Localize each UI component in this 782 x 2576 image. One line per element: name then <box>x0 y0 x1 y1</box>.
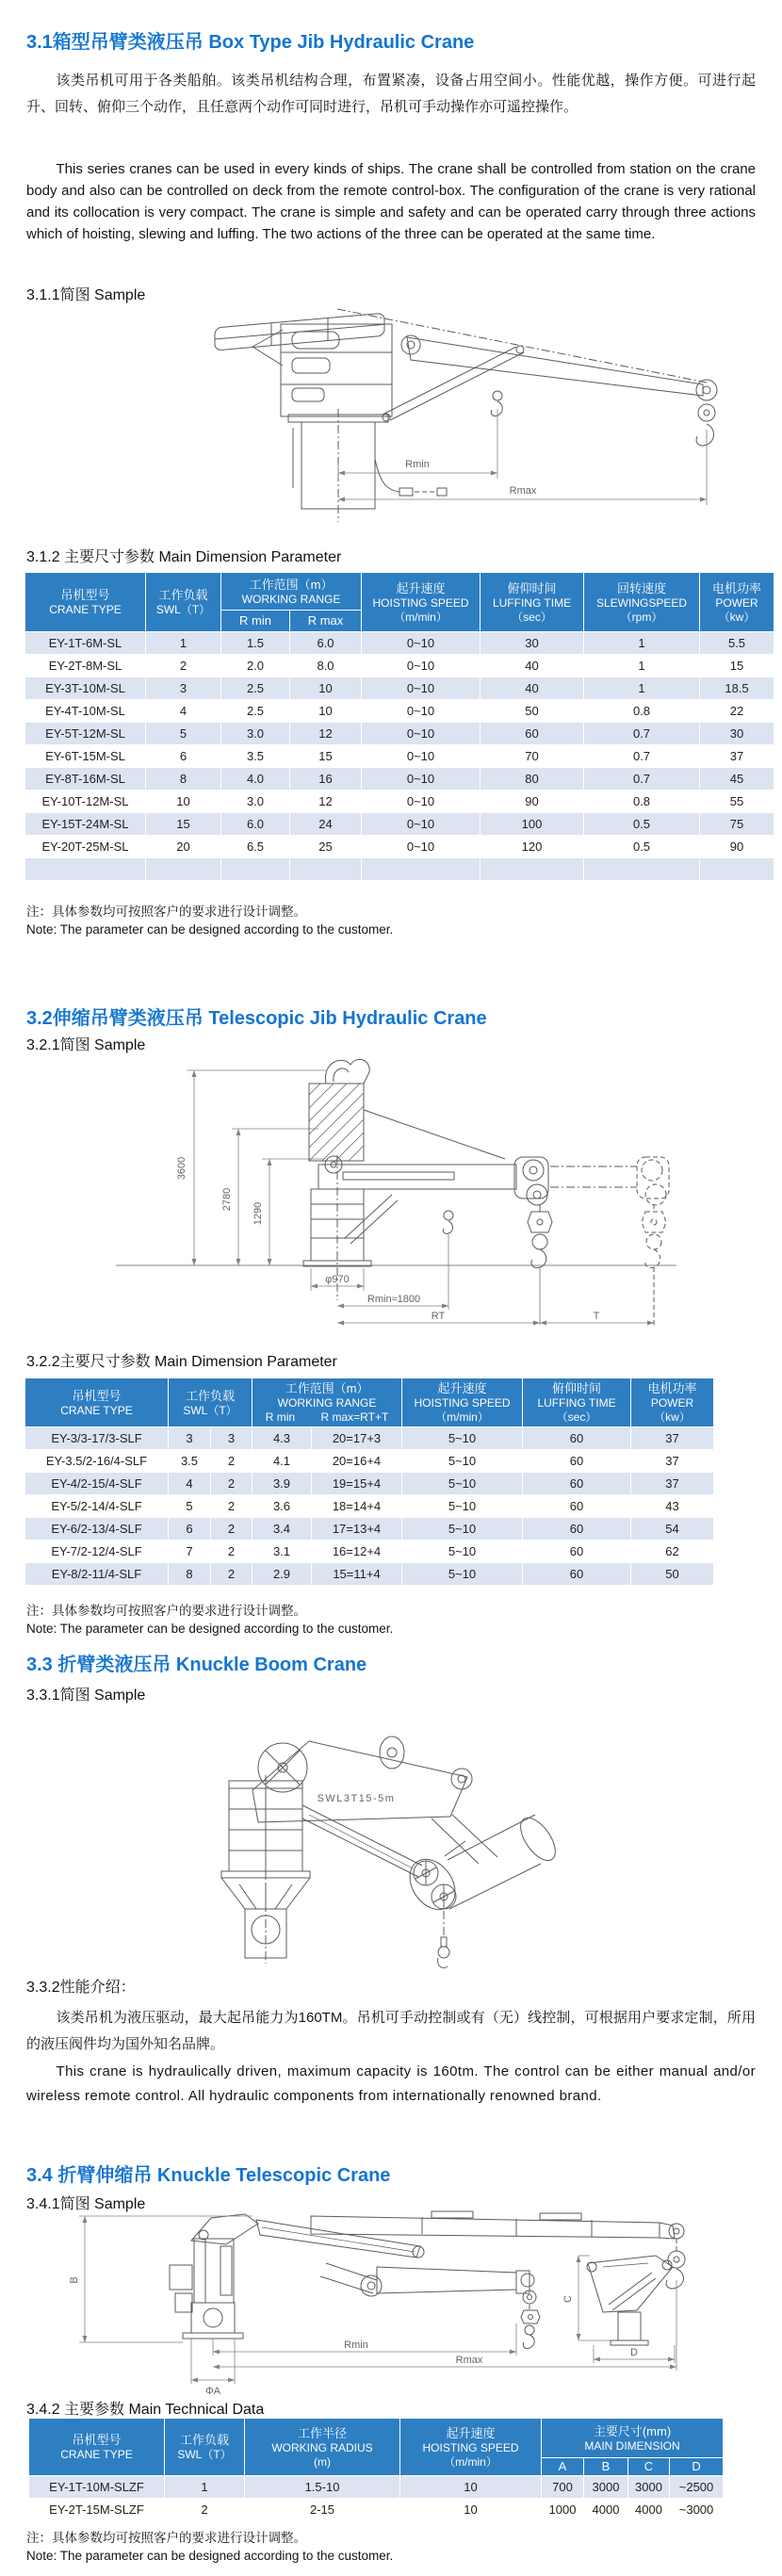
col-swl: 工作负载 SWL（T） <box>165 2419 245 2476</box>
table-cell: 5 <box>169 1495 211 1518</box>
section-3-1-2-title: 3.1.2 主要尺寸参数 Main Dimension Parameter <box>26 549 342 565</box>
table-row <box>25 1563 714 1586</box>
table-row <box>25 1473 714 1495</box>
table-cell: 37 <box>631 1427 714 1450</box>
table-row <box>25 1495 714 1518</box>
table-cell: 3000 <box>584 2476 628 2499</box>
table-cell: 1 <box>165 2476 245 2499</box>
table-cell: 37 <box>700 745 774 768</box>
table-cell <box>362 858 481 881</box>
table-row <box>25 858 774 881</box>
table-cell: 8.0 <box>290 655 362 677</box>
table-cell: 10 <box>146 791 221 813</box>
table-cell: 5 <box>146 723 221 745</box>
table-cell: 3.1 <box>253 1541 312 1563</box>
dim-t-label: T <box>593 1311 600 1322</box>
dim-phi970-label: φ970 <box>325 1274 350 1285</box>
table-row <box>25 632 774 655</box>
table-cell: ~3000 <box>670 2499 724 2521</box>
dim-rmin-label: Rmin≈1800 <box>367 1294 421 1305</box>
table-row <box>25 1541 714 1563</box>
table-cell: 18=14+4 <box>312 1495 402 1518</box>
table-row <box>25 700 774 723</box>
table-cell: EY-2T-15M-SLZF <box>29 2499 165 2521</box>
table-cell: 3 <box>211 1427 253 1450</box>
table-cell: 43 <box>631 1495 714 1518</box>
table-row <box>25 723 774 745</box>
table-cell: 5~10 <box>402 1541 523 1563</box>
table-cell: 2-15 <box>245 2499 400 2521</box>
table-cell: 0.5 <box>584 813 700 836</box>
dim-phia-label: ΦA <box>204 2386 221 2397</box>
telescopic-crane-drawing <box>26 1053 756 1329</box>
section-3-2-2-title: 3.2.2主要尺寸参数 Main Dimension Parameter <box>26 1354 337 1370</box>
table-cell: 100 <box>481 813 584 836</box>
table-cell: 120 <box>481 836 584 858</box>
section-3-4-2-title: 3.4.2 主要参数 Main Technical Data <box>26 2402 265 2418</box>
table-cell: 15 <box>290 745 362 768</box>
table-cell: 0~10 <box>362 700 481 723</box>
table-cell: 0~10 <box>362 836 481 858</box>
rmax-dim-label: Rmax <box>509 485 537 497</box>
hook-icon <box>531 1249 546 1267</box>
table-cell: ~2500 <box>670 2476 724 2499</box>
table-cell: 70 <box>481 745 584 768</box>
table-cell: 4.1 <box>253 1450 312 1473</box>
box-jib-crane-drawing <box>26 303 756 530</box>
table-cell: EY-20T-25M-SL <box>25 836 146 858</box>
col-hoisting-speed: 起升速度 HOISTING SPEED （m/min） <box>400 2419 542 2476</box>
table-cell: 3.0 <box>221 791 290 813</box>
table-cell: 80 <box>481 768 584 791</box>
table-cell: 40 <box>481 677 584 700</box>
table-cell: 60 <box>523 1450 631 1473</box>
table-cell: 60 <box>523 1518 631 1541</box>
table-cell: EY-3T-10M-SL <box>25 677 146 700</box>
table-cell: 1 <box>584 632 700 655</box>
table-cell: 0.5 <box>584 836 700 858</box>
note-1-en: Note: The parameter can be designed according to the customer. <box>26 922 394 937</box>
col-main-dimension: 主要尺寸(mm) MAIN DIMENSION <box>542 2419 724 2458</box>
col-rmax: R max <box>290 611 362 632</box>
table-row <box>25 655 774 677</box>
section-3-1-paragraph-cn: 该类吊机可用于各类船舶。该类吊机结构合理，布置紧凑，设备占用空间小。性能优越，操作方便。可进行起升、回转、俯仰三个动作，且任意两个动作可同时进行，吊机可手动操作亦可遥控操作。 <box>26 73 756 115</box>
table-cell: 2 <box>211 1541 253 1563</box>
col-dim-b: B <box>584 2458 628 2476</box>
table-row <box>29 2499 724 2521</box>
table-cell: EY-1T-6M-SL <box>25 632 146 655</box>
table-cell: 6 <box>169 1518 211 1541</box>
table-cell: 0~10 <box>362 677 481 700</box>
table-cell: 0~10 <box>362 791 481 813</box>
col-dim-c: C <box>628 2458 670 2476</box>
table-cell: 0.7 <box>584 745 700 768</box>
table-cell: 7 <box>169 1541 211 1563</box>
note-2-en: Note: The parameter can be designed according to the customer. <box>26 1622 394 1636</box>
table-cell: 75 <box>700 813 774 836</box>
jib-cylinder-section <box>400 1812 562 1918</box>
dim-rt-label: RT <box>431 1311 446 1322</box>
table-cell: EY-1T-10M-SLZF <box>29 2476 165 2499</box>
table-cell: EY-5T-12M-SL <box>25 723 146 745</box>
table-cell: 0~10 <box>362 768 481 791</box>
table-cell: 2.5 <box>221 700 290 723</box>
table-cell: 15 <box>146 813 221 836</box>
hook-sheave <box>696 380 717 400</box>
col-dim-d: D <box>670 2458 724 2476</box>
table-cell: 2.0 <box>221 655 290 677</box>
table-row <box>25 677 774 700</box>
folded-crane-side-view <box>170 2214 424 2339</box>
col-swl: 工作负载 SWL（T） <box>169 1378 253 1427</box>
note-2 <box>26 1602 393 1638</box>
table-cell: 18.5 <box>700 677 774 700</box>
crane-mast <box>309 1084 364 1161</box>
table-cell: EY-7/2-12/4-SLF <box>25 1541 169 1563</box>
table-cell: 0.7 <box>584 723 700 745</box>
section-3-3-1-title: 3.3.1简图 Sample <box>26 1687 146 1704</box>
table-cell: 0~10 <box>362 813 481 836</box>
table-cell: 5.5 <box>700 632 774 655</box>
section-3-3-2-title: 3.3.2性能介绍： <box>26 1980 136 1996</box>
table-cell: 10 <box>290 700 362 723</box>
note-3-en: Note: The parameter can be designed according to the customer. <box>26 2549 394 2563</box>
table-cell: 3 <box>146 677 221 700</box>
table-cell <box>584 858 700 881</box>
col-dim-a: A <box>542 2458 584 2476</box>
table-cell: 4000 <box>584 2499 628 2521</box>
table-cell: 5~10 <box>402 1495 523 1518</box>
table-cell: 0~10 <box>362 723 481 745</box>
table-cell: 16 <box>290 768 362 791</box>
section-3-3-paragraph-cn: 该类吊机为液压驱动，最大起吊能力为160TM。吊机可手动控制或有（无）线控制，可根据用户要求定制，所用的液压阀件均为国外知名品牌。 <box>26 2010 756 2052</box>
table-cell: 25 <box>290 836 362 858</box>
table-row <box>25 1450 714 1473</box>
table-cell: 5~10 <box>402 1473 523 1495</box>
section-3-3-paragraph-en: This crane is hydraulically driven, maximum capacity is 160tm. The control can be either manual and/or wireless remote control. All hydraulic components from internationally renowned brand. <box>26 2063 756 2104</box>
table-cell: 8 <box>146 768 221 791</box>
table-cell: 1000 <box>542 2499 584 2521</box>
col-hoisting-speed: 起升速度 HOISTING SPEED （m/min） <box>402 1378 523 1427</box>
col-crane-type: 吊机型号 CRANE TYPE <box>29 2419 165 2476</box>
table-cell <box>25 858 146 881</box>
table-cell: 4 <box>146 700 221 723</box>
table-cell: 40 <box>481 655 584 677</box>
table-cell: 50 <box>481 700 584 723</box>
dim-1290-label: 1290 <box>253 1201 264 1226</box>
table-cell: 60 <box>523 1563 631 1586</box>
table-cell: 2.9 <box>253 1563 312 1586</box>
table-cell: 0~10 <box>362 632 481 655</box>
table-cell: 1.5-10 <box>245 2476 400 2499</box>
table-cell: 2 <box>211 1563 253 1586</box>
hook-icon <box>696 424 713 446</box>
table-cell: 30 <box>481 632 584 655</box>
dim-rmax-label: Rmax <box>455 2355 483 2366</box>
dim-c-label: C <box>562 2295 574 2303</box>
col-working-range: 工作范围（m） WORKING RANGE R min R max=RT+T <box>253 1378 402 1427</box>
table-cell: 1 <box>584 677 700 700</box>
table-cell: EY-8/2-11/4-SLF <box>25 1563 169 1586</box>
table-cell <box>221 858 290 881</box>
crane-house <box>281 324 392 416</box>
table-cell: 6.5 <box>221 836 290 858</box>
table-cell: 60 <box>523 1427 631 1450</box>
col-rmin: R min <box>221 611 290 632</box>
main-technical-data-table <box>28 2418 724 2521</box>
table-cell: 4 <box>169 1473 211 1495</box>
note-3-cn: 注：具体参数均可按照客户的要求进行设计调整。 <box>26 2531 306 2545</box>
table-cell: EY-5/2-14/4-SLF <box>25 1495 169 1518</box>
table-cell: 37 <box>631 1450 714 1473</box>
table-cell: 30 <box>700 723 774 745</box>
compact-folded-view <box>587 2256 673 2345</box>
table-cell: EY-10T-12M-SL <box>25 791 146 813</box>
table-cell: 16=12+4 <box>312 1541 402 1563</box>
table-cell: EY-8T-16M-SL <box>25 768 146 791</box>
table-cell: 0~10 <box>362 655 481 677</box>
table-cell: 8 <box>169 1563 211 1586</box>
note-3 <box>26 2529 393 2565</box>
table-cell: 12 <box>290 791 362 813</box>
table-cell: 55 <box>700 791 774 813</box>
table-cell: 2 <box>211 1495 253 1518</box>
section-3-1-title: 3.1箱型吊臂类液压吊 Box Type Jib Hydraulic Crane <box>26 32 475 53</box>
dim-2780-label: 2780 <box>221 1187 233 1212</box>
telescopic-boom <box>318 1165 516 1189</box>
table-cell: 6.0 <box>290 632 362 655</box>
col-power: 电机功率 POWER （kw） <box>700 573 774 632</box>
table-cell: 700 <box>542 2476 584 2499</box>
main-dimension-table-2 <box>24 1378 714 1586</box>
col-hoisting-speed: 起升速度 HOISTING SPEED （m/min） <box>362 573 481 632</box>
table-cell: EY-3/3-17/3-SLF <box>25 1427 169 1450</box>
table-cell: 22 <box>700 700 774 723</box>
col-working-range: 工作范围（m） WORKING RANGE <box>221 573 362 611</box>
section-3-2-title: 3.2伸缩吊臂类液压吊 Telescopic Jib Hydraulic Crane <box>26 1008 487 1029</box>
folded-main-boom <box>253 1741 467 1822</box>
note-1-cn: 注：具体参数均可按照客户的要求进行设计调整。 <box>26 905 306 919</box>
table-row <box>25 813 774 836</box>
table-cell: 6 <box>146 745 221 768</box>
table-cell: 20 <box>146 836 221 858</box>
table-cell: 2 <box>165 2499 245 2521</box>
table-cell: 2 <box>146 655 221 677</box>
mid-boom-position <box>320 2263 540 2349</box>
section-3-1-1-title: 3.1.1简图 Sample <box>26 287 146 303</box>
table-cell: 10 <box>290 677 362 700</box>
col-power: 电机功率 POWER （kw） <box>631 1378 714 1427</box>
table-cell: 5~10 <box>402 1450 523 1473</box>
table-cell: 60 <box>523 1541 631 1563</box>
table-cell: 0.7 <box>584 768 700 791</box>
col-swl: 工作负载 SWL（T） <box>146 573 221 632</box>
table-cell <box>146 858 221 881</box>
table-row <box>25 1427 714 1450</box>
table-row <box>25 1518 714 1541</box>
table-row <box>29 2476 724 2499</box>
table-cell: 10 <box>400 2476 542 2499</box>
table-cell: 2 <box>211 1518 253 1541</box>
main-dimension-table-1 <box>24 572 774 881</box>
rmin-dim-label: Rmin <box>405 459 430 470</box>
table-cell: EY-6T-15M-SL <box>25 745 146 768</box>
table-cell: 45 <box>700 768 774 791</box>
table-cell: EY-4/2-15/4-SLF <box>25 1473 169 1495</box>
table-cell: 37 <box>631 1473 714 1495</box>
table-cell: 60 <box>481 723 584 745</box>
table-cell <box>481 858 584 881</box>
table-cell: EY-6/2-13/4-SLF <box>25 1518 169 1541</box>
table-cell: 15 <box>700 655 774 677</box>
table-cell: 12 <box>290 723 362 745</box>
section-3-1-paragraph-en: This series cranes can be used in every kinds of ships. The crane shall be controlled from station on the crane body and also can be controlled on deck from the remote control-box. The configuration of the crane is very rational and its collocation is very compact. The crane is simple and safety and can be operated carry through three actions which of hoisting, slewing and luffing. The two actions of the three can be operated at the same time. <box>26 161 756 242</box>
table-cell: 10 <box>400 2499 542 2521</box>
table-cell: 2 <box>211 1473 253 1495</box>
table-cell: 6.0 <box>221 813 290 836</box>
table-cell: 54 <box>631 1518 714 1541</box>
table-cell: 17=13+4 <box>312 1518 402 1541</box>
table-cell: 4.3 <box>253 1427 312 1450</box>
dim-3600-label: 3600 <box>176 1156 187 1181</box>
col-crane-type: 吊机型号 CRANE TYPE <box>25 573 146 632</box>
section-3-3-title: 3.3 折臂类液压吊 Knuckle Boom Crane <box>26 1655 367 1675</box>
col-crane-type: 吊机型号 CRANE TYPE <box>25 1378 169 1427</box>
table-cell: 24 <box>290 813 362 836</box>
table-cell: 4.0 <box>221 768 290 791</box>
dim-d-label: D <box>630 2347 638 2358</box>
table-cell: 3 <box>169 1427 211 1450</box>
table-row <box>25 791 774 813</box>
table-cell: 4000 <box>628 2499 670 2521</box>
col-working-radius: 工作半径 WORKING RADIUS (m) <box>245 2419 400 2476</box>
table-cell: 0.8 <box>584 700 700 723</box>
table-cell <box>700 858 774 881</box>
swl-capacity-label: SWL3T15-5m <box>317 1793 396 1804</box>
table-cell: EY-15T-24M-SL <box>25 813 146 836</box>
knuckle-telescopic-crane-drawing <box>26 2210 756 2399</box>
table-cell: 2.5 <box>221 677 290 700</box>
table-cell: EY-3.5/2-16/4-SLF <box>25 1450 169 1473</box>
table-cell: EY-2T-8M-SL <box>25 655 146 677</box>
table-cell: 15=11+4 <box>312 1563 402 1586</box>
table-row <box>25 768 774 791</box>
table-cell: 19=15+4 <box>312 1473 402 1495</box>
table-row <box>25 836 774 858</box>
table-cell: 60 <box>523 1495 631 1518</box>
extended-boom-position <box>637 1157 669 1205</box>
table-cell: 0.8 <box>584 791 700 813</box>
table-cell: 3.5 <box>221 745 290 768</box>
table-cell: 3.4 <box>253 1518 312 1541</box>
hook-icon <box>438 1958 448 1968</box>
table-cell: 3000 <box>628 2476 670 2499</box>
col-luffing-time: 俯仰时间 LUFFING TIME （sec） <box>523 1378 631 1427</box>
note-2-cn: 注：具体参数均可按照客户的要求进行设计调整。 <box>26 1604 306 1618</box>
table-cell: EY-4T-10M-SL <box>25 700 146 723</box>
col-slewing-speed: 回转速度 SLEWINGSPEED （rpm） <box>584 573 700 632</box>
section-3-4-1-title: 3.4.1简图 Sample <box>26 2196 146 2212</box>
table-cell: 90 <box>700 836 774 858</box>
table-cell: 3.5 <box>169 1450 211 1473</box>
note-1 <box>26 903 393 938</box>
table-cell: 90 <box>481 791 584 813</box>
table-cell: 20=17+3 <box>312 1427 402 1450</box>
col-luffing-time: 俯仰时间 LUFFING TIME （sec） <box>481 573 584 632</box>
knuckle-boom-crane-drawing <box>26 1704 756 1969</box>
table-cell: 0~10 <box>362 745 481 768</box>
crane-boom <box>407 337 703 396</box>
table-cell: 60 <box>523 1473 631 1495</box>
lifting-lug <box>326 1059 370 1084</box>
table-row <box>25 745 774 768</box>
table-cell: 5~10 <box>402 1518 523 1541</box>
extended-hook-position <box>642 1204 666 1325</box>
table-cell: 5~10 <box>402 1563 523 1586</box>
table-cell: 3.9 <box>253 1473 312 1495</box>
table-cell: 3.6 <box>253 1495 312 1518</box>
table-cell: 50 <box>631 1563 714 1586</box>
table-cell: 1 <box>584 655 700 677</box>
table-cell <box>290 858 362 881</box>
table-cell: 20=16+4 <box>312 1450 402 1473</box>
section-3-4-title: 3.4 折臂伸缩吊 Knuckle Telescopic Crane <box>26 2165 391 2186</box>
table-cell: 3.0 <box>221 723 290 745</box>
section-3-2-1-title: 3.2.1简图 Sample <box>26 1037 146 1053</box>
hook-block <box>528 1212 552 1232</box>
table-cell: 1.5 <box>221 632 290 655</box>
table-cell: 2 <box>211 1450 253 1473</box>
dim-b-label: B <box>69 2276 80 2284</box>
dim-rmin-label: Rmin <box>344 2340 368 2351</box>
table-cell: 1 <box>146 632 221 655</box>
table-cell: 62 <box>631 1541 714 1563</box>
table-cell: 5~10 <box>402 1427 523 1450</box>
